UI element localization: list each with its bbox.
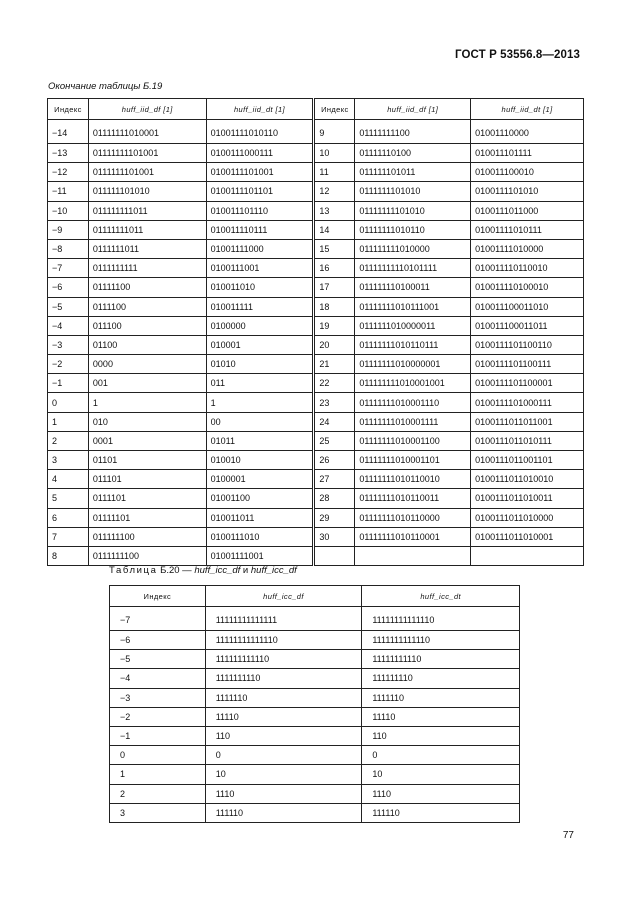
table-cell: 10 <box>314 144 355 163</box>
table-cell: 0100111011010010 <box>471 470 584 489</box>
table-cell: 111111111110 <box>205 650 362 669</box>
table2-caption <box>109 565 297 576</box>
column-header: huff_iid_df [1] <box>88 99 206 120</box>
table-cell: 01111111101001 <box>88 144 206 163</box>
table-row <box>110 650 520 669</box>
table-cell: 10 <box>362 765 520 784</box>
table-cell: −5 <box>110 650 206 669</box>
table-cell: 01111100 <box>88 278 206 297</box>
table-cell: 1111111111110 <box>362 631 520 650</box>
table-cell: 28 <box>314 489 355 508</box>
table-cell: 01001111010110 <box>206 120 314 144</box>
table-cell: 01111111010110111 <box>355 335 471 354</box>
table-cell: 011111111010001001 <box>355 374 471 393</box>
table-cell: 12 <box>314 182 355 201</box>
table-cell: 1111110 <box>205 688 362 707</box>
table-cell: 011111101010 <box>88 182 206 201</box>
table-row <box>48 144 584 163</box>
table-cell: 17 <box>314 278 355 297</box>
table-cell: 110 <box>205 726 362 745</box>
table-cell: 9 <box>314 120 355 144</box>
table-cell: 16 <box>314 259 355 278</box>
column-header: Индекс <box>314 99 355 120</box>
column-header: huff_iid_df [1] <box>355 99 471 120</box>
table-cell: 23 <box>314 393 355 412</box>
table-cell: 011 <box>206 374 314 393</box>
table-cell: 0100001 <box>206 470 314 489</box>
table-cell: 0100111101101 <box>206 182 314 201</box>
table-cell: 011111100 <box>88 527 206 546</box>
table-cell: 01111111010110000 <box>355 508 471 527</box>
table-cell: 0100111101100110 <box>471 335 584 354</box>
table-cell: 4 <box>48 470 89 489</box>
table-cell: 27 <box>314 470 355 489</box>
table-row <box>48 355 584 374</box>
caption-number: Б.20 — <box>160 565 195 576</box>
table-cell: 22 <box>314 374 355 393</box>
table-cell: 0100111101010 <box>471 182 584 201</box>
table-cell: 010010 <box>206 451 314 470</box>
table-cell: −14 <box>48 120 89 144</box>
table-cell: 010011101111 <box>471 144 584 163</box>
table-cell: 0111100 <box>88 297 206 316</box>
table-cell: 010001 <box>206 335 314 354</box>
table-cell: −9 <box>48 220 89 239</box>
caption-and: и <box>240 565 251 576</box>
table-cell: 25 <box>314 431 355 450</box>
table-cell: 11111111111111 <box>205 607 362 631</box>
table-cell: −5 <box>48 297 89 316</box>
table-cell: 26 <box>314 451 355 470</box>
table-row <box>48 470 584 489</box>
table-cell: 01111111010001101 <box>355 451 471 470</box>
table-cell: 1111111110 <box>205 669 362 688</box>
table-cell: −7 <box>110 607 206 631</box>
table-cell: 0100111001 <box>206 259 314 278</box>
table-row <box>48 508 584 527</box>
column-header: Индекс <box>110 586 206 607</box>
table-cell: 1 <box>110 765 206 784</box>
table-cell: 01111111010110 <box>355 220 471 239</box>
column-header: huff_icc_dt <box>362 586 520 607</box>
table-b20 <box>109 585 520 823</box>
table-cell: 0100000 <box>206 316 314 335</box>
table-cell: 01111111010111001 <box>355 297 471 316</box>
table-cell: 3 <box>48 451 89 470</box>
table-cell: 0100111101000111 <box>471 393 584 412</box>
table-cell: 01111111011 <box>88 220 206 239</box>
table-cell: 01111111010110010 <box>355 470 471 489</box>
table-cell: 0100111010 <box>206 527 314 546</box>
table-cell: 010011101110 <box>206 201 314 220</box>
table-cell: 2 <box>110 784 206 803</box>
table-cell: 010011110100010 <box>471 278 584 297</box>
table-cell: 010011110111 <box>206 220 314 239</box>
table-cell: 3 <box>110 803 206 822</box>
column-header: Индекс <box>48 99 89 120</box>
table-cell: 0 <box>205 746 362 765</box>
table-row <box>48 297 584 316</box>
table-cell: 0100111101100001 <box>471 374 584 393</box>
table-cell: 21 <box>314 355 355 374</box>
table-row <box>110 688 520 707</box>
table-cell: 0001 <box>88 431 206 450</box>
table-cell: 011111110100011 <box>355 278 471 297</box>
table-cell: 01111101 <box>88 508 206 527</box>
table-cell: 01111111100 <box>355 120 471 144</box>
table-cell: 1 <box>48 412 89 431</box>
table-cell: 01001111001 <box>206 546 314 565</box>
table-row <box>48 489 584 508</box>
table-row <box>110 765 520 784</box>
table-cell: 14 <box>314 220 355 239</box>
column-header: huff_icc_df <box>205 586 362 607</box>
table-row <box>110 803 520 822</box>
table-cell: −13 <box>48 144 89 163</box>
table-cell: 1 <box>88 393 206 412</box>
table-cell: −2 <box>110 707 206 726</box>
table-cell: 010011100010 <box>471 163 584 182</box>
table-cell: 010011010 <box>206 278 314 297</box>
table-cell: 0 <box>110 746 206 765</box>
table-cell: 01111111010001111 <box>355 412 471 431</box>
table-row <box>48 239 584 258</box>
table-cell: 011100 <box>88 316 206 335</box>
table-cell: 01111111101010 <box>355 201 471 220</box>
table-row <box>48 451 584 470</box>
caption-label: Таблица <box>109 565 158 576</box>
table-cell: 13 <box>314 201 355 220</box>
table-cell: 0111101 <box>88 489 206 508</box>
table-cell: 011111111010000 <box>355 239 471 258</box>
table-cell: 0111111101001 <box>88 163 206 182</box>
table-cell: 1110 <box>205 784 362 803</box>
table-cell: 0111111010000011 <box>355 316 471 335</box>
table-cell: 001 <box>88 374 206 393</box>
table-cell: 01111111010001110 <box>355 393 471 412</box>
table-cell <box>471 546 584 565</box>
table-cell: 110 <box>362 726 520 745</box>
table-cell: 0100111011000 <box>471 201 584 220</box>
table-row <box>110 726 520 745</box>
table-row <box>48 278 584 297</box>
table-cell: 01101 <box>88 451 206 470</box>
table-cell: 0 <box>48 393 89 412</box>
table-row <box>110 631 520 650</box>
column-header: huff_iid_dt [1] <box>471 99 584 120</box>
caption-name: huff_icc_df <box>194 565 241 576</box>
table-cell: 00 <box>206 412 314 431</box>
table-cell: 011111101011 <box>355 163 471 182</box>
table-row <box>48 374 584 393</box>
table-cell: 15 <box>314 239 355 258</box>
table-cell: 0000 <box>88 355 206 374</box>
table-cell: 18 <box>314 297 355 316</box>
table-cell: −11 <box>48 182 89 201</box>
table-cell: 11111111111110 <box>205 631 362 650</box>
table-row <box>48 431 584 450</box>
standard-number: ГОСТ Р 53556.8—2013 <box>455 49 580 61</box>
table-cell: 0111111101010 <box>355 182 471 201</box>
table-cell: 0100111011010011 <box>471 489 584 508</box>
table-cell: 111110 <box>362 803 520 822</box>
table-cell: 01001111000 <box>206 239 314 258</box>
table-cell: 0100111011010000 <box>471 508 584 527</box>
table-cell: −1 <box>110 726 206 745</box>
table-row <box>48 201 584 220</box>
table-cell: −12 <box>48 163 89 182</box>
table-cell: 0100111101001 <box>206 163 314 182</box>
column-header: huff_iid_dt [1] <box>206 99 314 120</box>
table-cell: −4 <box>110 669 206 688</box>
table-cell: −6 <box>48 278 89 297</box>
table-header-row <box>48 99 584 120</box>
table-cell: 0 <box>362 746 520 765</box>
table-cell: 11111111110 <box>362 650 520 669</box>
table-cell: 0100111011011001 <box>471 412 584 431</box>
table-cell: 0111111100 <box>88 546 206 565</box>
table-cell: 11 <box>314 163 355 182</box>
table-cell: −1 <box>48 374 89 393</box>
table-row <box>110 707 520 726</box>
table-cell: 010011100011010 <box>471 297 584 316</box>
table-cell: 19 <box>314 316 355 335</box>
table-cell: −3 <box>48 335 89 354</box>
table-row <box>110 746 520 765</box>
table-cell: −8 <box>48 239 89 258</box>
table-row <box>48 220 584 239</box>
table-cell: 01001100 <box>206 489 314 508</box>
table-cell: 01001111010000 <box>471 239 584 258</box>
table-cell: 010 <box>88 412 206 431</box>
table-cell: 6 <box>48 508 89 527</box>
table-cell: 010011111 <box>206 297 314 316</box>
table-cell: 010011110110010 <box>471 259 584 278</box>
table-cell: 1111110 <box>362 688 520 707</box>
table-cell: 011111111011 <box>88 201 206 220</box>
table-cell: 01010 <box>206 355 314 374</box>
table-row <box>48 546 584 565</box>
table-cell: 0111111011 <box>88 239 206 258</box>
table-cell: 01111111010000001 <box>355 355 471 374</box>
table-row <box>110 784 520 803</box>
table-cell: 29 <box>314 508 355 527</box>
table-cell: 01001111010111 <box>471 220 584 239</box>
table-cell: 01111111010110011 <box>355 489 471 508</box>
table-row <box>110 607 520 631</box>
table-row <box>48 335 584 354</box>
table-cell: 0100111011010001 <box>471 527 584 546</box>
table-row <box>110 669 520 688</box>
table-cell: 11110 <box>362 707 520 726</box>
table-cell: 11111111111110 <box>362 607 520 631</box>
table-cell: 5 <box>48 489 89 508</box>
table-cell: 01111111110101111 <box>355 259 471 278</box>
table-cell: 010011011 <box>206 508 314 527</box>
table-cell: 01100 <box>88 335 206 354</box>
table1-caption: Окончание таблицы Б.19 <box>48 81 163 92</box>
table-cell: 10 <box>205 765 362 784</box>
table-cell: 30 <box>314 527 355 546</box>
table-cell: −3 <box>110 688 206 707</box>
table-cell: 01001110000 <box>471 120 584 144</box>
table-cell: 111110 <box>205 803 362 822</box>
table-cell <box>355 546 471 565</box>
table-cell: −7 <box>48 259 89 278</box>
table-cell: 1 <box>206 393 314 412</box>
table-cell: 111111110 <box>362 669 520 688</box>
table-cell: −4 <box>48 316 89 335</box>
table-cell: 0100111011010111 <box>471 431 584 450</box>
table-row <box>48 259 584 278</box>
table-row <box>48 527 584 546</box>
table-row <box>48 412 584 431</box>
page-number: 77 <box>562 830 574 841</box>
table-b19 <box>47 98 584 566</box>
table-row <box>48 393 584 412</box>
table-cell: 7 <box>48 527 89 546</box>
table-cell: 1110 <box>362 784 520 803</box>
table-cell: 01111111010001100 <box>355 431 471 450</box>
table-row <box>48 163 584 182</box>
table-cell: 20 <box>314 335 355 354</box>
table-cell: −2 <box>48 355 89 374</box>
table-cell <box>314 546 355 565</box>
table-cell: 8 <box>48 546 89 565</box>
table-cell: 011101 <box>88 470 206 489</box>
table-cell: 2 <box>48 431 89 450</box>
table-cell: 11110 <box>205 707 362 726</box>
table-cell: 0111111111 <box>88 259 206 278</box>
table-cell: 0100111011001101 <box>471 451 584 470</box>
table-cell: 01011 <box>206 431 314 450</box>
table-cell: 01111111010001 <box>88 120 206 144</box>
table-row <box>48 316 584 335</box>
table-header-row <box>110 586 520 607</box>
table-cell: 01111110100 <box>355 144 471 163</box>
table-cell: 010011100011011 <box>471 316 584 335</box>
table-row <box>48 182 584 201</box>
table-cell: 0100111000111 <box>206 144 314 163</box>
table-cell: −10 <box>48 201 89 220</box>
table-row <box>48 120 584 144</box>
table-cell: 0100111101100111 <box>471 355 584 374</box>
caption-name: huff_icc_df <box>250 565 297 576</box>
table-cell: 01111111010110001 <box>355 527 471 546</box>
table-cell: 24 <box>314 412 355 431</box>
table-cell: −6 <box>110 631 206 650</box>
